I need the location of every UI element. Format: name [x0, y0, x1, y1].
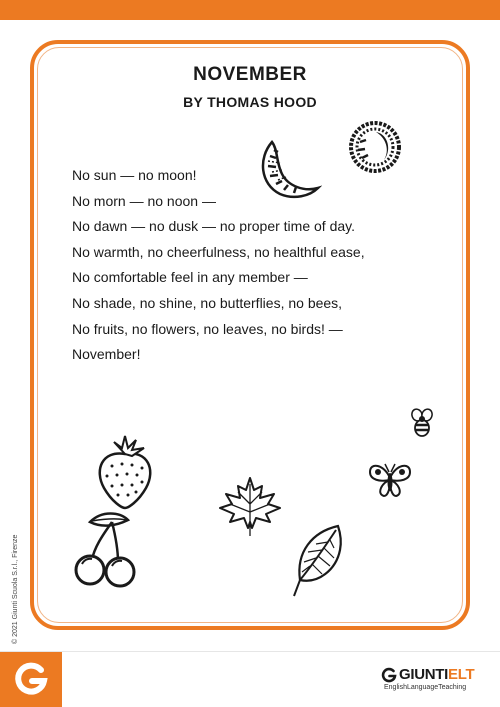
poem-author: BY THOMAS HOOD — [183, 94, 317, 110]
poem-line: No fruits, no flowers, no leaves, no birds! — — [72, 320, 343, 337]
butterfly-icon — [366, 460, 414, 500]
maple-leaf-icon — [216, 474, 284, 538]
bee-icon — [408, 406, 436, 440]
poem-title: NOVEMBER — [193, 64, 307, 85]
poem-line: No dawn — no dusk — no proper time of day. — [72, 218, 355, 235]
brand-tagline: EnglishLanguageTeaching — [384, 684, 467, 691]
sun-icon — [346, 118, 404, 176]
leaf-icon — [292, 522, 346, 600]
giunti-g-icon — [13, 661, 49, 697]
cherries-icon — [72, 508, 144, 588]
top-accent-bar — [0, 0, 500, 20]
poem-line: No sun — no moon! — [72, 167, 197, 183]
crescent-moon-icon — [254, 136, 322, 204]
strawberry-icon — [92, 434, 158, 510]
poem-line: No comfortable feel in any member — — [72, 269, 308, 286]
poem-line: November! — [72, 346, 141, 363]
poem-line: No morn — no noon — — [72, 192, 216, 209]
brand-logo — [381, 666, 491, 691]
copyright-notice: © 2021 Giunti Scuola S.r.l., Firenze — [12, 534, 19, 644]
poem-line: No warmth, no cheerfulness, no healthful ease, — [72, 243, 365, 260]
poem-line: No shade, no shine, no butterflies, no bees, — [72, 294, 343, 311]
brand-name: GIUNTI — [399, 666, 449, 683]
brand-g-icon — [381, 667, 397, 683]
footer-divider — [0, 651, 500, 652]
brand-suffix: ELT — [448, 666, 475, 683]
giunti-corner-logo — [0, 652, 62, 707]
